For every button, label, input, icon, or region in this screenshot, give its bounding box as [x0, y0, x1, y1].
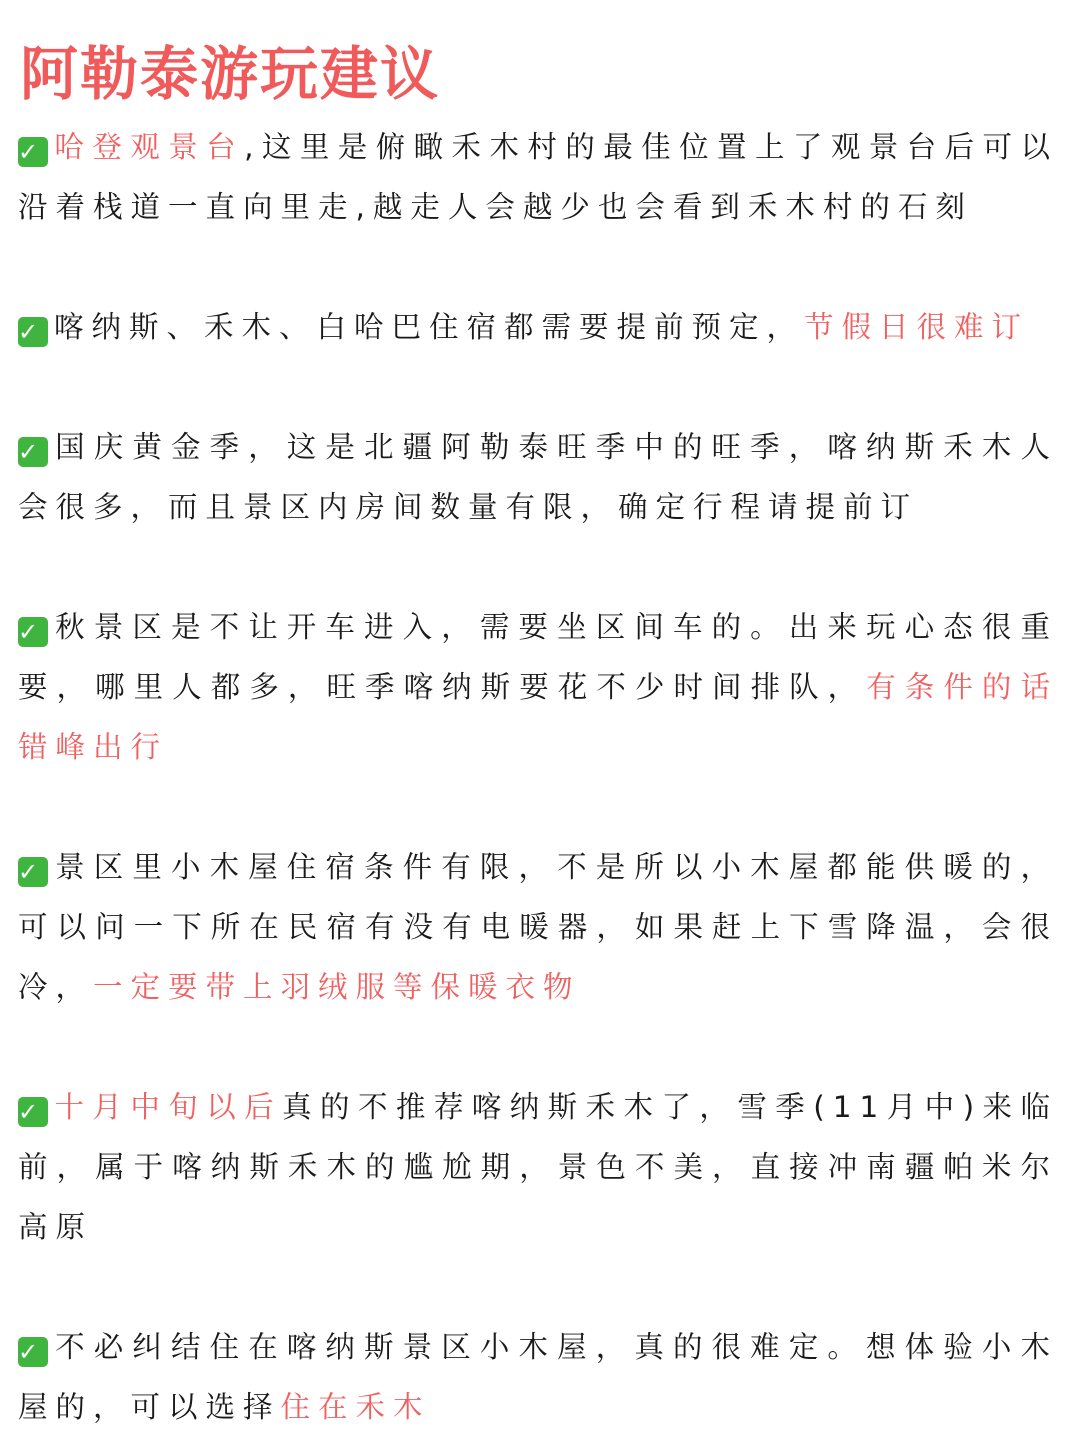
tip-highlight: 十月中旬以后 — [54, 1090, 283, 1124]
checkmark-icon: ✓ — [18, 857, 48, 887]
checkmark-icon: ✓ — [18, 317, 48, 347]
tip-text: 景区里小木屋住宿条件有限，不是所以小木屋都能供暖的，可以问一下所在民宿有没有电暖器，如果赶上下雪降温，会很冷， — [18, 850, 1058, 1004]
tip-text: 不必纠结住在喀纳斯景区小木屋，真的很难定。想体验小木屋的，可以选择 — [18, 1330, 1058, 1424]
tip-item — [18, 117, 1058, 237]
tip-text: ,这里是俯瞰禾木村的最佳位置上了观景台后可以沿着栈道一直向里走,越走人会越少也会看到禾木村的石刻 — [18, 130, 1058, 224]
tip-item — [18, 1317, 1058, 1437]
tip-text: 秋景区是不让开车进入，需要坐区间车的。出来玩心态很重要，哪里人都多，旺季喀纳斯要花不少时间排队， — [18, 610, 1058, 704]
checkmark-icon: ✓ — [18, 1337, 48, 1367]
tip-item — [18, 1077, 1058, 1257]
checkmark-icon: ✓ — [18, 137, 48, 167]
checkmark-icon: ✓ — [18, 1097, 48, 1127]
tip-highlight: 有条件的话错峰出行 — [18, 670, 1058, 764]
tip-item — [18, 297, 1058, 357]
tip-highlight: 住在禾木 — [280, 1390, 431, 1424]
tip-text: 喀纳斯、禾木、白哈巴住宿都需要提前预定， — [54, 310, 805, 344]
tip-item — [18, 417, 1058, 537]
tip-highlight: 节假日很难订 — [804, 310, 1030, 344]
tip-text: 真的不推荐喀纳斯禾木了，雪季(11月中)来临前，属于喀纳斯禾木的尴尬期，景色不美，直接冲南疆帕米尔高原 — [18, 1090, 1058, 1244]
tip-highlight: 一定要带上羽绒服等保暖衣物 — [93, 970, 581, 1004]
page-title: 阿勒泰游玩建议 — [20, 40, 441, 108]
checkmark-icon: ✓ — [18, 617, 48, 647]
tip-item — [18, 837, 1058, 1017]
checkmark-icon: ✓ — [18, 437, 48, 467]
tip-text: 国庆黄金季，这是北疆阿勒泰旺季中的旺季，喀纳斯禾木人会很多，而且景区内房间数量有限，确定行程请提前订 — [18, 430, 1058, 524]
tip-highlight: 哈登观景台 — [54, 130, 245, 164]
tip-item — [18, 597, 1058, 777]
